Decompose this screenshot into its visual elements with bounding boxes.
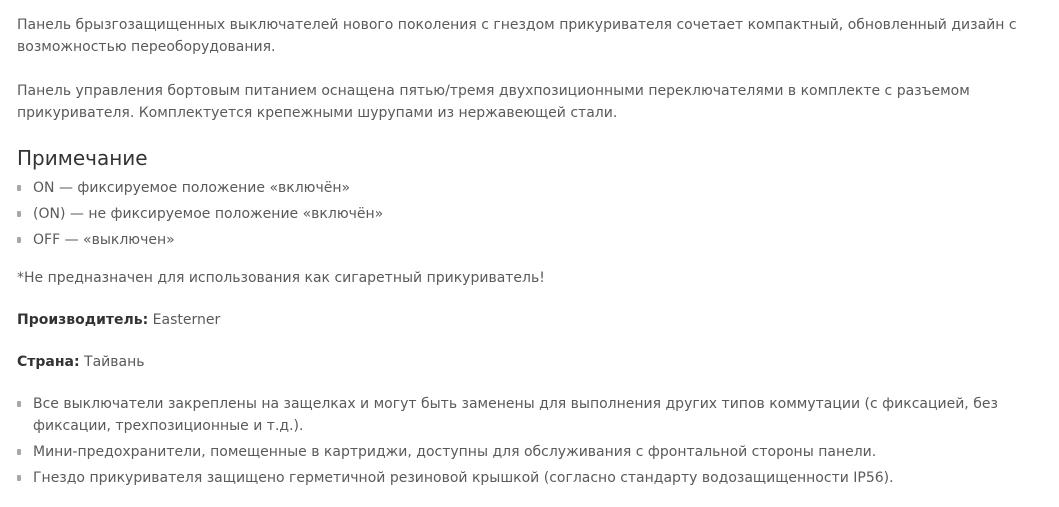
manufacturer-label: Производитель:	[17, 312, 149, 328]
country-value: Тайвань	[79, 354, 145, 370]
feature-item	[17, 393, 1059, 437]
note-item-text: (ON) — не фиксируемое положение «включён»	[33, 206, 384, 222]
bullet-icon	[17, 449, 21, 455]
feature-item	[17, 441, 1059, 463]
note-item	[17, 229, 1059, 251]
bullet-icon	[17, 211, 21, 217]
manufacturer-value: Easterner	[148, 312, 221, 328]
bullet-icon	[17, 475, 21, 481]
note-item-text: ON — фиксируемое положение «включён»	[33, 180, 351, 196]
feature-item-text: Гнездо прикуривателя защищено герметичной резиновой крышкой (согласно стандарту водозащищенности IP56).	[33, 470, 894, 486]
bullet-icon	[17, 401, 21, 407]
note-item-text: OFF — «выключен»	[33, 232, 175, 248]
manufacturer-line	[17, 309, 1059, 331]
warning-text: *Не предназначен для использования как сигаретный прикуриватель!	[17, 270, 545, 286]
country-line	[17, 351, 1059, 373]
feature-list	[17, 393, 1059, 489]
note-list	[17, 177, 1059, 251]
intro-paragraph-1: Панель брызгозащищенных выключателей нового поколения с гнездом прикуривателя сочетает компактный, обновленный дизайн с возможностью переоборудования.	[17, 17, 1017, 55]
feature-item-text: Мини-предохранители, помещенные в картриджи, доступны для обслуживания с фронтальной стороны панели.	[33, 444, 877, 460]
bullet-icon	[17, 237, 21, 243]
note-heading: Примечание	[17, 146, 148, 170]
country-label: Страна:	[17, 354, 80, 370]
feature-item-text: Все выключатели закреплены на защелках и могут быть заменены для выполнения других типов коммутации (с фиксацией, без фиксации, трехпозиционные и т.д.).	[33, 396, 998, 434]
feature-item	[17, 467, 1059, 489]
note-item	[17, 177, 1059, 199]
note-item	[17, 203, 1059, 225]
intro-paragraph-2: Панель управления бортовым питанием оснащена пятью/тремя двухпозиционными переключателями в комплекте с разъемом прикуривателя. Комплектуется крепежными шурупами из нержавеющей стали.	[17, 83, 970, 121]
bullet-icon	[17, 185, 21, 191]
